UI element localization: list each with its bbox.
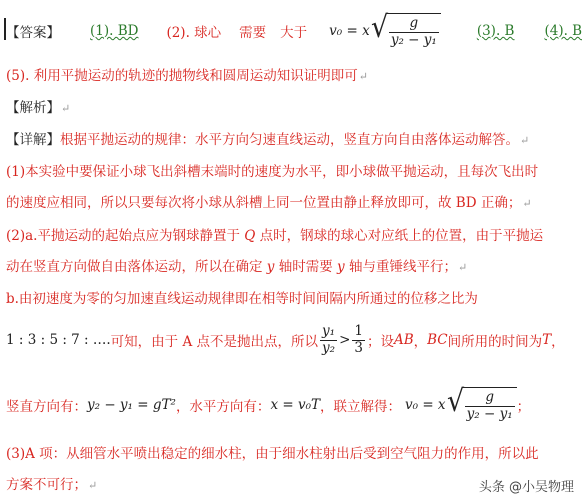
return-mark: ↵ [61, 102, 71, 115]
p2a [6, 224, 543, 244]
gt-sign: > [339, 332, 351, 348]
solve-num: g [465, 390, 515, 407]
return-mark: ↵ [88, 479, 98, 492]
p2b-pre: 动在竖直方向做自由落体运动，所以在确定 [6, 259, 267, 275]
watermark-text: 头条 @小吴物理 [478, 480, 574, 495]
p3a-text: (3)A 项：从细管水平喷出稳定的细水柱，由于细水柱射出后受到空气阻力的作用，所以此 [6, 446, 539, 462]
ratio-frac [320, 324, 337, 356]
p1b-text: 的速度应相同，所以只要每次将小球从斜槽上同一位置由静止释放即可，故 BD 正确； [6, 195, 522, 211]
p2d-end: ， [551, 334, 565, 350]
p2b [6, 255, 467, 275]
p2c [6, 287, 478, 307]
analysis-label [6, 96, 70, 116]
solve-den: y₂ − y₁ [466, 406, 513, 422]
t: T [542, 332, 552, 348]
detail-label: 【详解】 [6, 132, 60, 148]
vert-line [6, 382, 530, 428]
answer-label: 【答案】 [6, 25, 60, 41]
answer-p1: (1). BD [90, 23, 139, 39]
analysis-text: 【解析】 [6, 100, 60, 116]
horiz-label: ，水平方向有： [175, 399, 271, 415]
p2a-q: Q [244, 228, 256, 244]
vert-label: 竖直方向有： [6, 399, 87, 415]
ab: AB [393, 332, 414, 348]
return-mark: ↵ [520, 134, 530, 147]
line5-text: (5). 利用平抛运动的轨迹的抛物线和圆周运动知识证明即可 [6, 68, 358, 84]
p2b-post: 轴与重锤线平行； [344, 259, 457, 275]
frac-y2: y₂ [322, 339, 336, 356]
p2a-post: 点时，钢球的球心对应纸上的位置，由于平抛运 [255, 228, 544, 244]
ratio: 1 : 3 : 5 : 7 : …. [6, 332, 111, 348]
one-third [352, 324, 365, 356]
p2c-text: b.由初速度为零的匀加速直线运动规律即在相等时间间隔内所通过的位移之比为 [6, 291, 478, 307]
line5 [6, 64, 368, 84]
answer-sqrt-den: y₂ − y₁ [390, 32, 437, 48]
answer-p2b: 需要 [239, 25, 267, 41]
p1a [6, 160, 538, 180]
vert-formula: y₂ − y₁ = gT² [87, 397, 176, 413]
p2b-y2: y [337, 259, 345, 275]
solve-v0: v₀ = x [405, 397, 446, 413]
p2d-a: 可知，由于 A 点不是抛出点，所以 [110, 334, 319, 350]
answer-line [6, 8, 582, 54]
comma: ， [413, 334, 428, 350]
p2b-mid: 轴时需要 [274, 259, 338, 275]
frac-1: 1 [354, 322, 363, 339]
answer-p4: (4). B [544, 23, 582, 39]
solve-sqrt: √ $\frac{g}{\text{y₂ − y₁}}$ [446, 387, 517, 422]
answer-sqrt: √ $\frac{g}{\text{y₂ − y₁}}$ [370, 13, 441, 48]
frac-y1: y₁ [322, 322, 336, 339]
return-mark: ↵ [522, 197, 532, 210]
watermark [479, 476, 574, 495]
p2d-c: 间所用的时间为 [447, 334, 543, 350]
p3b [6, 473, 97, 493]
frac-3: 3 [354, 339, 363, 356]
answer-formula-v0: v₀ = x [329, 23, 370, 39]
p2d [6, 318, 565, 362]
answer-p2c: 大于 [280, 25, 308, 41]
answer-p2: (2). 球心 [166, 25, 222, 41]
detail-text: 根据平抛运动的规律：水平方向匀速直线运动，竖直方向自由落体运动解答。 [60, 132, 519, 148]
detail-line [6, 128, 529, 148]
answer-sqrt-num: g [389, 16, 439, 33]
bc: BC [427, 332, 448, 348]
horiz-formula: x = v₀T [270, 397, 320, 413]
answer-p3: (3). B [476, 23, 515, 39]
p3b-text: 方案不可行； [6, 477, 87, 493]
p3a [6, 442, 539, 462]
semicolon: ； [516, 399, 531, 415]
p1a-text: (1)本实验中要保证小球飞出斜槽末端时的速度为水平，即小球做平抛运动，且每次飞出时 [6, 164, 539, 180]
p2a-pre: (2)a.平抛运动的起始点应为钢球静置于 [6, 228, 245, 244]
p1b [6, 191, 532, 211]
p2b-y1: y [266, 259, 275, 275]
solve-label: ，联立解得： [320, 399, 401, 415]
return-mark: ↵ [358, 70, 368, 83]
p2d-b: ；设 [366, 334, 394, 350]
return-mark: ↵ [457, 261, 468, 274]
